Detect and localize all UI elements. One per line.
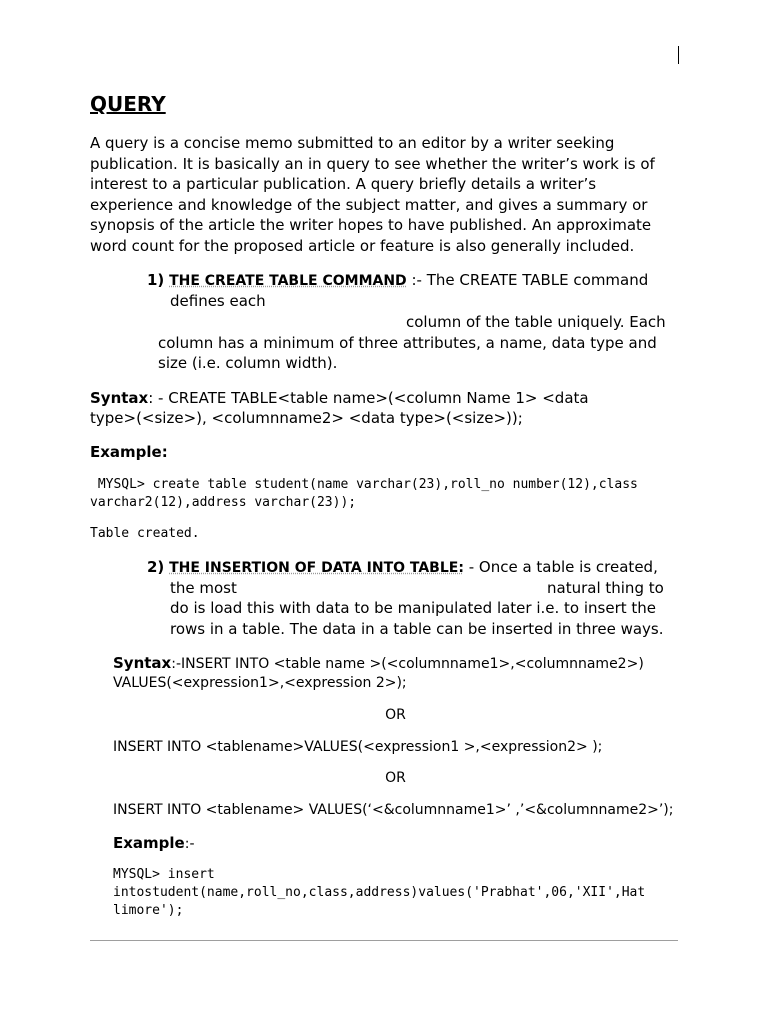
section2-code-line3: limore'); (113, 903, 184, 918)
section2-or1: OR (385, 707, 406, 723)
section1-heading: THE CREATE TABLE COMMAND (169, 273, 407, 289)
section2-example-line (113, 833, 195, 855)
section1-line5: size (i.e. column width). (158, 354, 338, 372)
section2-code-line2: intostudent(name,roll_no,class,address)values('Prabhat',06,'XII',Hat (113, 885, 646, 900)
section1-syntax-text: : - CREATE TABLE<table name>(<column Name 1> <data (148, 389, 589, 407)
section2-code-line1: MYSQL> insert (113, 867, 215, 882)
section2-heading: THE INSERTION OF DATA INTO TABLE: (169, 560, 464, 576)
section2-syntax-label: Syntax (113, 654, 172, 672)
section2-example-suffix: :- (184, 836, 195, 852)
section2-line3: do is load this with data to be manipulated later i.e. to insert the (170, 599, 657, 617)
section1-line3: column of the table uniquely. Each (406, 313, 666, 331)
section1-line4: column has a minimum of three attributes, a name, data type and (158, 334, 657, 352)
section2-syntax-text: :-INSERT INTO <table name >(<columnname1>,<columnname2>) (171, 656, 644, 672)
section1-syntax-label: Syntax (90, 389, 149, 407)
section2-alt1: INSERT INTO <tablename>VALUES(<expression1 >,<expression2> ); (113, 739, 603, 755)
section1-code-line1: MYSQL> create table student(name varchar(23),roll_no number(12),class (90, 477, 638, 492)
text-cursor (678, 46, 679, 64)
section2-alt2: INSERT INTO <tablename> VALUES(‘<&columnname1>’ ,’<&columnname2>’); (113, 802, 674, 818)
section2-line4: rows in a table. The data in a table can be inserted in three ways. (170, 620, 664, 638)
section2-line2a: the most (170, 579, 237, 597)
section2-or2: OR (385, 770, 406, 786)
section2-heading-line (147, 557, 658, 579)
section2-line2b: natural thing to (547, 579, 664, 597)
section1-syntax-line2: type>(<size>), <columnname2> <data type>(<size>)); (90, 409, 523, 427)
section1-number: 1) (147, 271, 165, 289)
section1-example-label: Example: (90, 443, 168, 461)
section1-line1-rest: :- The CREATE TABLE command (411, 271, 649, 289)
section1-heading-line (147, 270, 648, 292)
section2-example-label: Example (113, 834, 185, 852)
section2-line1-rest: - Once a table is created, (463, 558, 658, 576)
section2-number: 2) (147, 558, 165, 576)
section2-syntax-line2: VALUES(<expression1>,<expression 2>); (113, 675, 407, 691)
section1-result: Table created. (90, 526, 200, 541)
section1-syntax-line1 (90, 388, 589, 409)
section2-syntax-line1 (113, 653, 644, 675)
page-title: QUERY (90, 92, 166, 116)
intro-paragraph: A query is a concise memo submitted to an editor by a writer seeking publication. It is basically an in query to see whether the writer’s work is of interest to a particular publication. A query briefly details a writer’s experience and knowledge of the subject matter, and gives a summary or synopsis of the article the writer hopes to have published. An approximate word count for the proposed article or feature is also generally included. (90, 134, 655, 255)
section1-code-line2: varchar2(12),address varchar(23)); (90, 495, 357, 510)
section1-line2: defines each (170, 292, 266, 310)
footer-divider (90, 940, 678, 941)
